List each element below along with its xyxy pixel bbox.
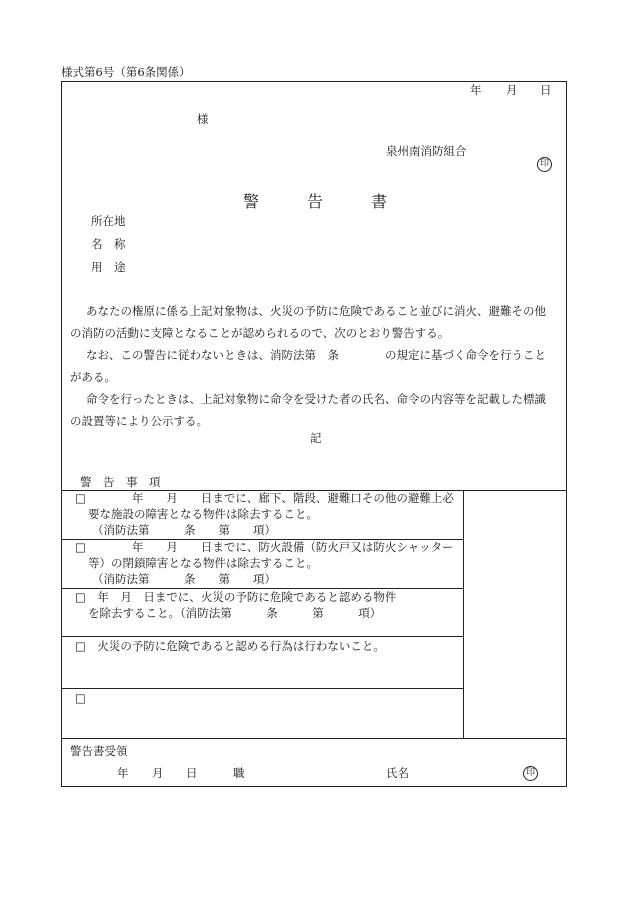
table-bottom-rule [61, 738, 567, 739]
body-p3-line2: の設置等により公示する。 [70, 414, 208, 428]
issuer-name: 泉州南消防組合 [386, 144, 467, 158]
body-p3-line1: 命令を行ったときは、上記対象物に命令を受けた者の氏名、命令の内容等を記載した標識 [86, 392, 546, 406]
receipt-month: 月 [152, 766, 164, 780]
receipt-post-label: 職 [233, 766, 245, 780]
item-2-line3: （消防法第 条 第 項） [92, 572, 276, 586]
title-char-3: 書 [371, 192, 388, 211]
title-char-1: 警 [242, 192, 259, 211]
receipt-year: 年 [117, 766, 129, 780]
row-rule-2 [61, 588, 463, 589]
item-3-line2: を除去すること。（消防法第 条 第 項） [88, 606, 382, 620]
receipt-seal-icon: 印 [523, 766, 538, 781]
body-p2-line1: なお、この警告に従わないときは、消防法第 条 の規定に基づく命令を行うこと [86, 348, 546, 362]
row-rule-4 [61, 688, 463, 689]
body-p2-line2: がある。 [70, 370, 116, 384]
item-4-line1[interactable]: □ 火災の予防に危険であると認める行為は行わないこと。 [75, 639, 385, 653]
date-day: 日 [540, 83, 552, 97]
row-rule-3 [61, 636, 463, 637]
receipt-day: 日 [186, 766, 198, 780]
item-5-line1[interactable]: □ [75, 691, 86, 705]
table-right-column-rule [463, 490, 464, 738]
date-year: 年 [470, 83, 482, 97]
field-use-label: 用 途 [91, 260, 126, 274]
form-number: 様式第6号（第6条関係） [61, 65, 191, 79]
receipt-name-label: 氏名 [386, 766, 409, 780]
issuer-seal-icon: 印 [537, 157, 552, 172]
ki-label: 記 [310, 431, 322, 445]
item-1-line3: （消防法第 条 第 項） [92, 523, 276, 537]
field-location-label: 所在地 [91, 214, 126, 228]
item-2-line1[interactable]: □ 年 月 日までに、防火設備（防火戸又は防火シャッター [75, 540, 454, 554]
field-name-label: 名 称 [91, 237, 126, 251]
item-1-line1[interactable]: □ 年 月 日までに、廊下、階段、避難口その他の避難上必 [75, 491, 454, 505]
body-p1-line1: あなたの権原に係る上記対象物は、火災の予防に危険であること並びに消火、避難その他 [86, 304, 546, 318]
warning-matters-heading: 警 告 事 項 [80, 475, 161, 489]
body-p1-line2: の消防の活動に支障となることが認められるので、次のとおり警告する。 [70, 326, 450, 340]
receipt-heading: 警告書受領 [70, 744, 128, 758]
item-2-line2: 等）の閉鎖障害となる物件は除去すること。 [88, 556, 318, 570]
document-title [0, 189, 630, 212]
title-char-2: 告 [306, 192, 323, 211]
item-1-line2: 要な施設の障害となる物件は除去すること。 [88, 507, 318, 521]
addressee-suffix: 様 [197, 112, 209, 126]
item-3-line1[interactable]: □ 年 月 日までに、火災の予防に危険であると認める物件 [75, 590, 397, 604]
date-month: 月 [506, 83, 518, 97]
